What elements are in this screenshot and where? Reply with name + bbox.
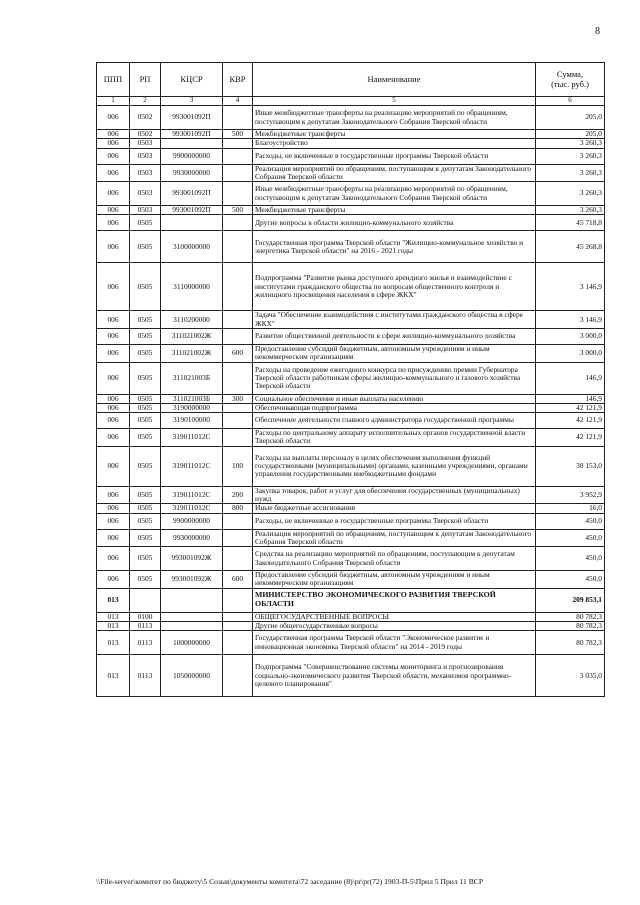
cell-name: Расходы по центральному аппарату исполнительных органов государственной власти Тверской области: [253, 429, 536, 447]
cell-kvr: [223, 513, 253, 529]
table-row: [97, 403, 605, 412]
cell-sum: 3 952,9: [536, 486, 605, 504]
table-row: [97, 413, 605, 429]
cell-sum: 146,9: [536, 394, 605, 403]
cell-kcsr: 993001092П: [161, 182, 223, 206]
cell-kcsr: 3110200000: [161, 311, 223, 329]
cell-rp: 0505: [130, 547, 161, 571]
cell-sum: 42 121,9: [536, 403, 605, 412]
cell-rp: 0505: [130, 311, 161, 329]
cell-kcsr: [161, 215, 223, 231]
cell-rp: [130, 588, 161, 612]
cell-sum: 3 260,3: [536, 139, 605, 148]
cell-rp: 0113: [130, 655, 161, 697]
table-body: [97, 106, 605, 697]
cell-kcsr: 9930000000: [161, 529, 223, 547]
cell-rp: 0505: [130, 446, 161, 486]
cell-kcsr: 311021003Б: [161, 362, 223, 394]
cell-kcsr: 3100000000: [161, 231, 223, 263]
table-row: [97, 612, 605, 621]
cell-kvr: 800: [223, 504, 253, 513]
cell-ppp: 013: [97, 612, 130, 621]
cell-sum: 209 853,1: [536, 588, 605, 612]
table-row: [97, 263, 605, 311]
cell-ppp: 006: [97, 429, 130, 447]
cell-kvr: 600: [223, 344, 253, 362]
cell-rp: 0505: [130, 429, 161, 447]
table-row: [97, 130, 605, 139]
table-row: [97, 328, 605, 344]
cell-kvr: 500: [223, 206, 253, 215]
cell-sum: 3 260,3: [536, 148, 605, 164]
table-row: [97, 311, 605, 329]
cell-sum: 3 000,0: [536, 344, 605, 362]
cell-sum: 80 782,3: [536, 631, 605, 655]
table-row: [97, 164, 605, 182]
cell-rp: 0505: [130, 571, 161, 589]
cell-rp: 0505: [130, 344, 161, 362]
file-path-footer: \\File-server\комитет по бюджету\5 Созыв\документы комитета\72 заседание (8)\pr\pr(72) 1903-П-5\Прил 5 Прил 11 ВСР: [96, 877, 484, 886]
table-row: [97, 106, 605, 130]
cell-kvr: 100: [223, 446, 253, 486]
cell-ppp: 006: [97, 403, 130, 412]
cell-kcsr: 993001092Ж: [161, 571, 223, 589]
cell-kcsr: [161, 621, 223, 630]
cell-kcsr: 311021003Б: [161, 394, 223, 403]
cell-name: Задача "Обеспечение взаимодействия с институтами гражданского общества в сфере ЖКХ": [253, 311, 536, 329]
cell-rp: 0502: [130, 130, 161, 139]
cell-name: ОБЩЕГОСУДАРСТВЕННЫЕ ВОПРОСЫ: [253, 612, 536, 621]
cell-rp: 0503: [130, 148, 161, 164]
cell-kcsr: 1050000000: [161, 655, 223, 697]
cell-kvr: [223, 182, 253, 206]
cell-kvr: [223, 403, 253, 412]
cell-kcsr: 319011012С: [161, 446, 223, 486]
cell-ppp: 006: [97, 513, 130, 529]
cell-kvr: [223, 311, 253, 329]
cell-ppp: 006: [97, 106, 130, 130]
cell-name: Межбюджетные трансферты: [253, 130, 536, 139]
column-number: 6: [536, 97, 605, 106]
cell-kcsr: 993001092П: [161, 106, 223, 130]
cell-kvr: [223, 631, 253, 655]
cell-ppp: 006: [97, 571, 130, 589]
table-row: [97, 148, 605, 164]
cell-rp: 0505: [130, 215, 161, 231]
cell-ppp: 013: [97, 588, 130, 612]
cell-kcsr: 993001092Ж: [161, 547, 223, 571]
cell-name: Иные межбюджетные трансферты на реализацию мероприятий по обращениям, поступающим к депутатам Законодательного Собрания Тверской области: [253, 106, 536, 130]
table-row: [97, 571, 605, 589]
cell-rp: 0503: [130, 206, 161, 215]
cell-sum: 3 260,3: [536, 206, 605, 215]
cell-ppp: 006: [97, 139, 130, 148]
cell-name: Благоустройство: [253, 139, 536, 148]
cell-kvr: [223, 231, 253, 263]
cell-name: Средства на реализацию мероприятий по обращениям, поступающим к депутатам Законодательного Собрания Тверской области: [253, 547, 536, 571]
cell-kvr: [223, 215, 253, 231]
table-row: [97, 394, 605, 403]
cell-kvr: [223, 328, 253, 344]
cell-sum: 205,0: [536, 130, 605, 139]
column-number: 4: [223, 97, 253, 106]
cell-sum: 45 268,8: [536, 231, 605, 263]
cell-rp: 0505: [130, 263, 161, 311]
budget-table: [96, 62, 605, 697]
cell-name: Иные бюджетные ассигнования: [253, 504, 536, 513]
cell-kcsr: 993001092П: [161, 130, 223, 139]
header-ppp: ППП: [97, 63, 130, 97]
cell-name: Расходы, не включенные в государственные программы Тверской области: [253, 148, 536, 164]
cell-sum: 450,0: [536, 529, 605, 547]
cell-kcsr: 3110000000: [161, 263, 223, 311]
cell-name: Иные межбюджетные трансферты на реализацию мероприятий по обращениям, поступающим к депутатам Законодательного Собрания Тверской области: [253, 182, 536, 206]
cell-ppp: 006: [97, 328, 130, 344]
cell-kvr: [223, 547, 253, 571]
cell-sum: 450,0: [536, 571, 605, 589]
table-row: [97, 446, 605, 486]
cell-kcsr: 9900000000: [161, 148, 223, 164]
cell-rp: 0505: [130, 394, 161, 403]
cell-sum: 3 260,3: [536, 164, 605, 182]
cell-ppp: 013: [97, 621, 130, 630]
cell-kvr: [223, 655, 253, 697]
cell-rp: 0100: [130, 612, 161, 621]
cell-ppp: 013: [97, 655, 130, 697]
cell-rp: 0113: [130, 621, 161, 630]
cell-ppp: 006: [97, 446, 130, 486]
cell-sum: 450,0: [536, 547, 605, 571]
cell-sum: 80 782,3: [536, 612, 605, 621]
cell-kvr: [223, 148, 253, 164]
cell-rp: 0505: [130, 513, 161, 529]
cell-sum: 3 000,0: [536, 328, 605, 344]
cell-sum: 3 146,9: [536, 263, 605, 311]
cell-name: Обеспечение деятельности главного администратора государственной программы: [253, 413, 536, 429]
cell-rp: 0505: [130, 231, 161, 263]
cell-ppp: 006: [97, 263, 130, 311]
cell-rp: 0503: [130, 164, 161, 182]
column-number-row: [97, 97, 605, 106]
cell-rp: 0505: [130, 362, 161, 394]
header-rp: РП: [130, 63, 161, 97]
cell-sum: 80 782,3: [536, 621, 605, 630]
cell-ppp: 006: [97, 215, 130, 231]
cell-kvr: 600: [223, 571, 253, 589]
cell-sum: 45 718,8: [536, 215, 605, 231]
table-row: [97, 504, 605, 513]
cell-ppp: 006: [97, 344, 130, 362]
cell-sum: 3 035,0: [536, 655, 605, 697]
cell-kcsr: 319011012С: [161, 486, 223, 504]
table-row: [97, 231, 605, 263]
cell-kcsr: 9930000000: [161, 164, 223, 182]
cell-name: Другие вопросы в области жилищно-коммунального хозяйства: [253, 215, 536, 231]
cell-name: Подпрограмма "Развитие рынка доступного арендного жилья и взаимодействие с институтами гражданского общества по вопросам общественного контроля и жилищного просвещения населения в сфере ЖКХ": [253, 263, 536, 311]
cell-rp: 0505: [130, 403, 161, 412]
cell-name: Расходы на проведение ежегодного конкурса по присуждению премии Губернатора Тверской области работникам сферы жилищно-коммунального и газового хозяйства Тверской области: [253, 362, 536, 394]
column-number: 2: [130, 97, 161, 106]
cell-ppp: 013: [97, 631, 130, 655]
table-row: [97, 588, 605, 612]
cell-sum: 450,0: [536, 513, 605, 529]
cell-kcsr: 993001092П: [161, 206, 223, 215]
cell-sum: 38 153,0: [536, 446, 605, 486]
table-row: [97, 529, 605, 547]
cell-sum: 3 146,9: [536, 311, 605, 329]
cell-ppp: 006: [97, 182, 130, 206]
cell-name: Реализация мероприятий по обращениям, поступающим к депутатам Законодательного Собрания Тверской области: [253, 164, 536, 182]
cell-ppp: 006: [97, 394, 130, 403]
cell-ppp: 006: [97, 130, 130, 139]
table-row: [97, 486, 605, 504]
table-row: [97, 206, 605, 215]
cell-kcsr: 319011012С: [161, 504, 223, 513]
cell-rp: 0503: [130, 139, 161, 148]
cell-rp: 0503: [130, 182, 161, 206]
table-row: [97, 362, 605, 394]
cell-kcsr: 3190100000: [161, 413, 223, 429]
column-number: 3: [161, 97, 223, 106]
cell-ppp: 006: [97, 148, 130, 164]
cell-kvr: [223, 164, 253, 182]
cell-kcsr: 3190000000: [161, 403, 223, 412]
cell-name: Другие общегосударственные вопросы: [253, 621, 536, 630]
table-row: [97, 429, 605, 447]
cell-sum: 42 121,9: [536, 429, 605, 447]
cell-ppp: 006: [97, 547, 130, 571]
cell-sum: 205,0: [536, 106, 605, 130]
cell-kcsr: [161, 139, 223, 148]
cell-kvr: [223, 362, 253, 394]
cell-ppp: 006: [97, 164, 130, 182]
cell-name: Развитие общественной деятельности в сфере жилищно-коммунального хозяйства: [253, 328, 536, 344]
cell-name: Обеспечивающая подпрограмма: [253, 403, 536, 412]
cell-kvr: 500: [223, 130, 253, 139]
cell-name: Предоставление субсидий бюджетным, автономным учреждениям и иным некоммерческим организациям: [253, 344, 536, 362]
table-row: [97, 513, 605, 529]
header-row: [97, 63, 605, 97]
page-number: 8: [595, 26, 600, 37]
cell-kvr: [223, 612, 253, 621]
cell-kcsr: 9900000000: [161, 513, 223, 529]
cell-kcsr: 311021002Ж: [161, 328, 223, 344]
header-name: Наименование: [253, 63, 536, 97]
cell-kcsr: [161, 612, 223, 621]
cell-sum: 146,9: [536, 362, 605, 394]
cell-rp: 0113: [130, 631, 161, 655]
cell-kcsr: 319011012С: [161, 429, 223, 447]
cell-ppp: 006: [97, 486, 130, 504]
table-row: [97, 631, 605, 655]
cell-name: Расходы на выплаты персоналу в целях обеспечения выполнения функций государственными (муниципальными) органами, казенными учреждениями, органами управления государственными внебюджетными фондами: [253, 446, 536, 486]
cell-name: Государственная программа Тверской области "Экономическое развитие и инновационная экономика Тверской области" на 2014 - 2019 годы: [253, 631, 536, 655]
header-sum: Сумма, (тыс. руб.): [536, 63, 605, 97]
cell-rp: 0505: [130, 328, 161, 344]
table-row: [97, 621, 605, 630]
cell-name: Социальное обеспечение и иные выплаты населению: [253, 394, 536, 403]
cell-kvr: [223, 413, 253, 429]
cell-rp: 0505: [130, 529, 161, 547]
cell-sum: 3 260,3: [536, 182, 605, 206]
cell-kvr: [223, 588, 253, 612]
table-row: [97, 655, 605, 697]
column-number: 5: [253, 97, 536, 106]
cell-ppp: 006: [97, 413, 130, 429]
cell-name: Государственная программа Тверской области "Жилищно-коммунальное хозяйство и энергетика Тверской области" на 2016 - 2021 годы: [253, 231, 536, 263]
cell-name: Реализация мероприятий по обращениям, поступающим к депутатам Законодательного Собрания Тверской области: [253, 529, 536, 547]
cell-name: Подпрограмма "Совершенствование системы мониторинга и прогнозирования социально-экономического развития Тверской области, механизмов программно-целевого планирования": [253, 655, 536, 697]
cell-kcsr: 1000000000: [161, 631, 223, 655]
cell-kcsr: [161, 588, 223, 612]
cell-rp: 0505: [130, 413, 161, 429]
table-row: [97, 139, 605, 148]
cell-ppp: 006: [97, 504, 130, 513]
header-kvr: КВР: [223, 63, 253, 97]
cell-name: Предоставление субсидий бюджетным, автономным учреждениям и иным некоммерческим организациям: [253, 571, 536, 589]
cell-rp: 0505: [130, 504, 161, 513]
header-kcsr: КЦСР: [161, 63, 223, 97]
column-number: 1: [97, 97, 130, 106]
cell-name: Межбюджетные трансферты: [253, 206, 536, 215]
cell-ppp: 006: [97, 311, 130, 329]
table-row: [97, 215, 605, 231]
cell-ppp: 006: [97, 231, 130, 263]
cell-rp: 0502: [130, 106, 161, 130]
cell-kvr: [223, 529, 253, 547]
cell-name: Закупка товаров, работ и услуг для обеспечения государственных (муниципальных) нужд: [253, 486, 536, 504]
cell-rp: 0505: [130, 486, 161, 504]
cell-ppp: 006: [97, 206, 130, 215]
cell-kvr: [223, 139, 253, 148]
cell-ppp: 006: [97, 529, 130, 547]
table-row: [97, 547, 605, 571]
cell-ppp: 006: [97, 362, 130, 394]
cell-kcsr: 311021002Ж: [161, 344, 223, 362]
table-row: [97, 182, 605, 206]
cell-sum: 42 121,9: [536, 413, 605, 429]
table-row: [97, 344, 605, 362]
cell-sum: 16,0: [536, 504, 605, 513]
cell-kvr: 200: [223, 486, 253, 504]
cell-name: Расходы, не включенные в государственные программы Тверской области: [253, 513, 536, 529]
cell-kvr: 300: [223, 394, 253, 403]
cell-name: МИНИСТЕРСТВО ЭКОНОМИЧЕСКОГО РАЗВИТИЯ ТВЕРСКОЙ ОБЛАСТИ: [253, 588, 536, 612]
cell-kvr: [223, 429, 253, 447]
cell-kvr: [223, 263, 253, 311]
cell-kvr: [223, 106, 253, 130]
cell-kvr: [223, 621, 253, 630]
